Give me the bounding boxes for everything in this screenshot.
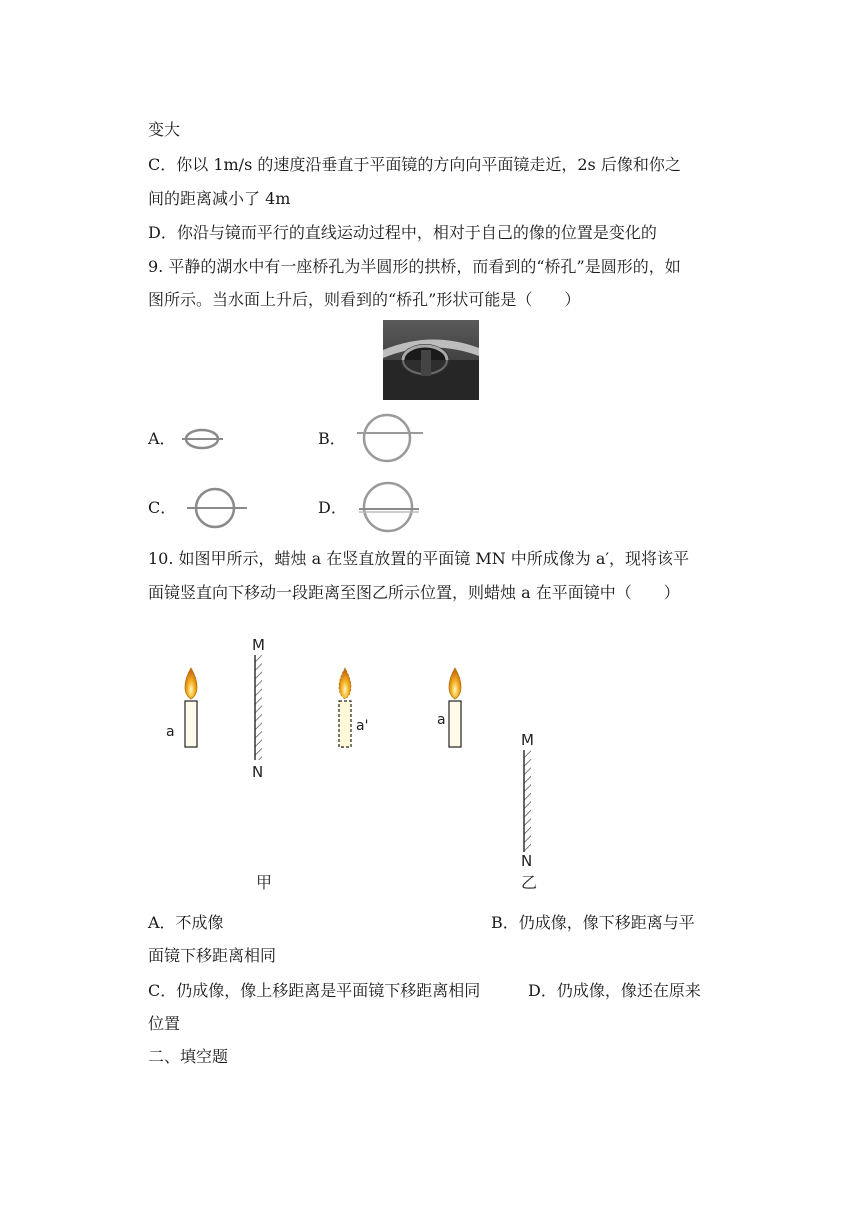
candle-mirror-figure — [0, 625, 860, 895]
mirror-mn-jia — [255, 655, 262, 760]
q10-option-d-cont: 位置 — [148, 1014, 181, 1033]
q9-option-c-label: C． — [148, 498, 177, 517]
candle-image-a-prime — [339, 668, 351, 747]
candle-a-yi — [449, 668, 461, 747]
label-m-jia: M — [252, 636, 265, 654]
caption-jia: 甲 — [256, 873, 273, 892]
label-a-prime: a' — [356, 718, 369, 734]
label-a-jia: a — [166, 724, 175, 740]
q10-option-b-cont: 面镜下移距离相同 — [148, 946, 277, 965]
q9-option-d-label: D． — [318, 498, 347, 517]
label-n-yi: N — [521, 852, 533, 870]
q10-option-c: C．仍成像，像上移距离是平面镜下移距离相同 — [148, 981, 481, 1000]
question-9-line2: 图所示。当水面上升后，则看到的“桥孔”形状可能是（ ） — [148, 290, 581, 309]
q9-option-c-shape — [183, 483, 253, 533]
question-9-line1: 9. 平静的湖水中有一座桥孔为半圆形的拱桥，而看到的“桥孔”是圆形的，如 — [148, 257, 681, 276]
q9-option-b-shape — [353, 410, 425, 466]
section-heading: 二、填空题 — [148, 1047, 229, 1066]
text-line: 变大 — [148, 120, 181, 139]
bridge-photo — [383, 320, 479, 400]
caption-yi: 乙 — [521, 873, 538, 892]
q9-option-a-shape — [180, 426, 225, 452]
q10-option-d: D．仍成像，像还在原来 — [528, 981, 701, 1000]
text-line: D．你沿与镜而平行的直线运动过程中，相对于自己的像的位置是变化的 — [148, 223, 657, 242]
q10-option-b: B．仍成像，像下移距离与平 — [491, 913, 695, 932]
q9-option-b-label: B． — [318, 429, 346, 448]
question-10-line1: 10. 如图甲所示，蜡烛 a 在竖直放置的平面镜 MN 中所成像为 a′，现将该平 — [148, 549, 690, 568]
q9-option-a-label: A． — [148, 429, 176, 448]
q9-option-d-shape — [353, 478, 429, 538]
label-m-yi: M — [521, 731, 534, 749]
label-n-jia: N — [252, 763, 264, 781]
text-line: 间的距离减小了 4m — [148, 189, 291, 208]
label-a-yi: a — [437, 712, 446, 728]
candle-a-jia — [185, 668, 197, 747]
text-line: C．你以 1m/s 的速度沿垂直于平面镜的方向向平面镜走近，2s 后像和你之 — [148, 155, 681, 174]
q10-option-a: A．不成像 — [148, 913, 224, 932]
question-10-line2: 面镜竖直向下移动一段距离至图乙所示位置，则蜡烛 a 在平面镜中（ ） — [148, 583, 680, 602]
mirror-mn-yi — [524, 750, 531, 852]
